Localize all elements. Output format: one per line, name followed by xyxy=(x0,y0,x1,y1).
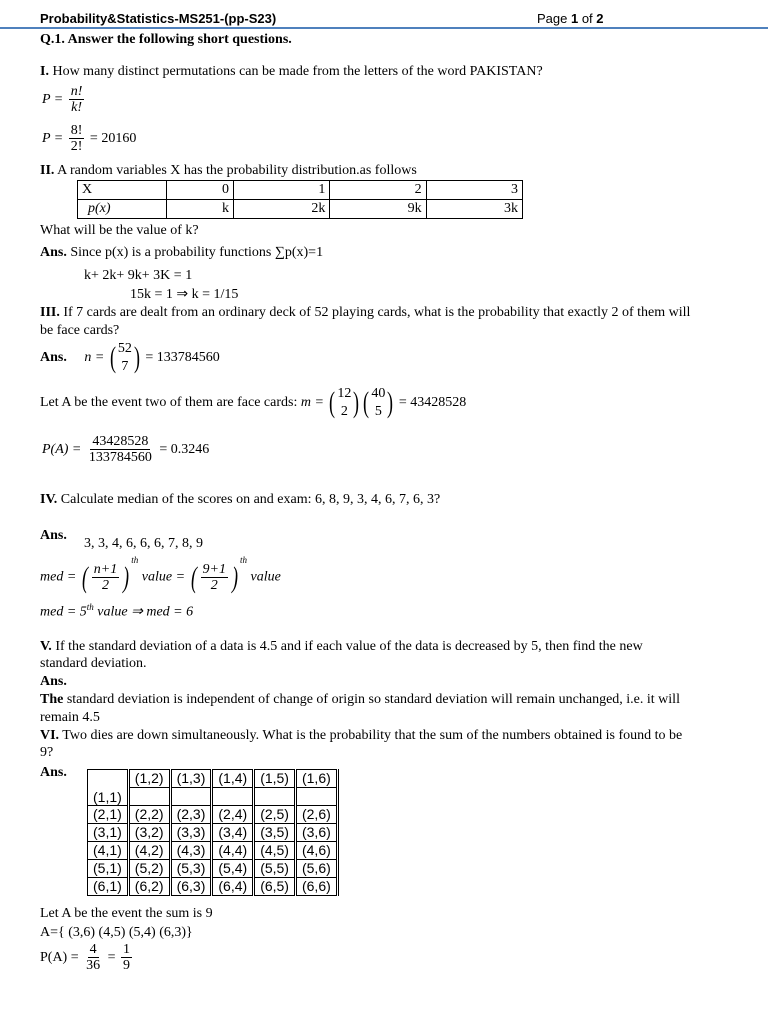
formula-lhs: P = xyxy=(42,131,64,147)
probability-a xyxy=(42,434,209,466)
x-label: X xyxy=(78,181,167,200)
table-cell: (2,1) xyxy=(88,806,129,824)
page-number: 1 xyxy=(570,11,579,26)
question-number: II. xyxy=(40,163,55,178)
numerator: 43428528 xyxy=(92,434,149,449)
table-row xyxy=(88,878,338,896)
question-v-line2: standard deviation. xyxy=(40,656,147,671)
table-cell: (2,5) xyxy=(254,806,296,824)
combination-top: 40 xyxy=(371,386,386,401)
table-cell: (1,6) xyxy=(295,770,337,788)
table-cell: (4,5) xyxy=(254,842,296,860)
table-cell: (5,2) xyxy=(128,860,170,878)
answer-text: standard deviation is independent of change of origin so standard deviation will remain unchanged, i.e. it will xyxy=(63,692,680,707)
m-lhs: m = xyxy=(300,395,324,411)
page-indicator xyxy=(537,12,604,27)
formula-result xyxy=(42,123,136,155)
median-rhs: value ⇒ med = 6 xyxy=(93,604,194,620)
paren-open: ( xyxy=(81,560,88,594)
answer-label: Ans. xyxy=(40,765,67,780)
dice-outcomes-table xyxy=(87,769,339,896)
denominator: k! xyxy=(71,100,83,116)
p-value: k xyxy=(167,200,234,219)
answer-bold: The xyxy=(40,692,64,707)
numerator: 4 xyxy=(89,942,97,957)
paren-close: ) xyxy=(353,386,360,420)
question-i xyxy=(40,64,543,80)
table-cell xyxy=(295,788,337,806)
equation-2: 15k = 1 ⇒ k = 1/15 xyxy=(130,287,239,302)
paren-close: ) xyxy=(231,560,238,594)
table-cell: (3,1) xyxy=(88,824,129,842)
header-rule xyxy=(0,27,768,29)
pa-lhs: P(A) = xyxy=(40,949,79,965)
question-ii-ask: What will be the value of k? xyxy=(40,223,199,238)
pa-lhs: P(A) = xyxy=(42,441,82,457)
denominator: 36 xyxy=(86,958,101,974)
denominator: 2 xyxy=(210,578,218,594)
page-label: Page xyxy=(537,11,571,26)
numerator: 1 xyxy=(123,942,131,957)
combination-top: 12 xyxy=(337,386,352,401)
table-cell: (6,1) xyxy=(88,878,129,896)
formula-permutation xyxy=(42,84,86,116)
superscript-th: th xyxy=(239,555,247,565)
table-cell: (1,2) xyxy=(128,770,170,788)
numerator: 9+1 xyxy=(202,561,226,577)
equals: = xyxy=(107,949,116,965)
question-number: IV. xyxy=(40,492,58,507)
answer-label: Ans. xyxy=(40,674,67,689)
table-cell: (4,6) xyxy=(295,842,337,860)
n-lhs: n = xyxy=(84,350,105,366)
answer-ii xyxy=(40,245,323,261)
table-row xyxy=(88,842,338,860)
page-of: of xyxy=(578,11,597,26)
numerator: n+1 xyxy=(93,561,118,577)
result: = 20160 xyxy=(89,131,137,147)
table-row xyxy=(88,806,338,824)
table-cell: (5,4) xyxy=(212,860,254,878)
event-a-line xyxy=(40,385,466,421)
table-cell: (3,2) xyxy=(128,824,170,842)
equation-1: k+ 2k+ 9k+ 3K = 1 xyxy=(84,268,193,283)
table-cell: (2,4) xyxy=(212,806,254,824)
denominator: 2! xyxy=(70,139,83,155)
table-cell: (1,1) xyxy=(88,770,129,806)
combination-top: 52 xyxy=(117,341,132,356)
p-value: 2k xyxy=(234,200,330,219)
table-cell: (2,2) xyxy=(128,806,170,824)
p-value: 9k xyxy=(330,200,426,219)
answer-label: Ans. xyxy=(40,245,67,260)
question-number: III. xyxy=(40,305,60,320)
question-ii xyxy=(40,163,417,179)
table-row xyxy=(78,200,523,219)
table-cell: (3,5) xyxy=(254,824,296,842)
answer-iii-n xyxy=(40,340,220,376)
p-value: 3k xyxy=(426,200,522,219)
numerator: n! xyxy=(70,84,83,99)
answer-label: Ans. xyxy=(40,528,67,543)
table-cell: (6,6) xyxy=(295,878,337,896)
table-cell: (6,2) xyxy=(128,878,170,896)
table-cell xyxy=(128,788,170,806)
answer-label: Ans. xyxy=(40,350,67,366)
combination-bottom: 2 xyxy=(340,404,348,420)
question-vi xyxy=(40,728,682,744)
x-value: 2 xyxy=(330,181,426,200)
question-text: If 7 cards are dealt from an ordinary deck of 52 playing cards, what is the probability that exactly 2 of them will xyxy=(59,305,691,320)
table-cell: (2,6) xyxy=(295,806,337,824)
answer-v xyxy=(40,692,680,708)
superscript-th: th xyxy=(131,555,139,565)
table-cell: (6,5) xyxy=(254,878,296,896)
table-cell: (4,1) xyxy=(88,842,129,860)
table-row xyxy=(78,181,523,200)
paren-close: ) xyxy=(387,386,394,420)
paren-open: ( xyxy=(329,386,336,420)
question-number: I. xyxy=(40,64,49,79)
table-cell: (5,6) xyxy=(295,860,337,878)
value-label: value = xyxy=(141,569,186,585)
paren-open: ( xyxy=(190,560,197,594)
paren-open: ( xyxy=(363,386,370,420)
table-cell: (3,4) xyxy=(212,824,254,842)
question-v xyxy=(40,639,643,655)
median-result xyxy=(40,602,193,621)
table-cell xyxy=(212,788,254,806)
table-cell: (4,3) xyxy=(170,842,212,860)
table-row xyxy=(88,824,338,842)
question-text: How many distinct permutations can be made from the letters of the word PAKISTAN? xyxy=(48,64,543,79)
event-text: Let A be the event two of them are face cards: xyxy=(40,395,298,411)
med-lhs: med = xyxy=(40,569,77,585)
answer-text: Since p(x) is a probability functions ∑p(x)=1 xyxy=(66,245,324,260)
question-iii xyxy=(40,305,690,321)
question-text: A random variables X has the probability distribution.as follows xyxy=(54,163,417,178)
question-iv xyxy=(40,492,440,508)
table-cell: (6,4) xyxy=(212,878,254,896)
table-cell xyxy=(170,788,212,806)
median-formula xyxy=(40,555,281,594)
x-value: 3 xyxy=(426,181,522,200)
page-total: 2 xyxy=(596,11,604,26)
table-cell: (5,5) xyxy=(254,860,296,878)
denominator: 2 xyxy=(102,578,109,594)
superscript-th: th xyxy=(86,602,94,612)
paren-open: ( xyxy=(109,341,116,375)
question-number: V. xyxy=(40,639,52,654)
table-row xyxy=(88,770,338,788)
probability-sum-9 xyxy=(40,942,134,974)
table-row xyxy=(88,860,338,878)
table-cell: (3,3) xyxy=(170,824,212,842)
event-sum-9: Let A be the event the sum is 9 xyxy=(40,906,213,921)
x-value: 1 xyxy=(234,181,330,200)
n-result: = 133784560 xyxy=(145,350,220,366)
px-label: p(x) xyxy=(78,200,167,219)
table-cell: (4,4) xyxy=(212,842,254,860)
table-cell xyxy=(254,788,296,806)
table-cell: (4,2) xyxy=(128,842,170,860)
formula-lhs: P = xyxy=(42,92,64,108)
combination-bottom: 7 xyxy=(121,359,129,375)
answer-v-line2: remain 4.5 xyxy=(40,710,100,725)
question-vi-line2: 9? xyxy=(40,745,54,760)
event-set: A={ (3,6) (4,5) (5,4) (6,3)} xyxy=(40,925,193,940)
table-cell: (1,5) xyxy=(254,770,296,788)
question-iii-line2: be face cards? xyxy=(40,323,120,338)
paren-close: ) xyxy=(123,560,130,594)
median-lhs: med = 5 xyxy=(40,604,87,620)
table-cell: (1,3) xyxy=(170,770,212,788)
question-text: Calculate median of the scores on and exam: 6, 8, 9, 3, 4, 6, 7, 6, 3? xyxy=(57,492,441,507)
sorted-scores: 3, 3, 4, 6, 6, 6, 7, 8, 9 xyxy=(84,536,203,551)
table-cell: (3,6) xyxy=(295,824,337,842)
table-cell: (1,4) xyxy=(212,770,254,788)
document-title: Probability&Statistics-MS251-(pp-S23) xyxy=(40,11,277,26)
question-number: VI. xyxy=(40,728,60,743)
value-label: value xyxy=(250,569,281,585)
paren-close: ) xyxy=(133,341,140,375)
table-cell: (5,1) xyxy=(88,860,129,878)
combination-bottom: 5 xyxy=(374,404,382,420)
denominator: 9 xyxy=(123,958,131,974)
pa-result: = 0.3246 xyxy=(159,441,210,457)
question-text: Two dies are down simultaneously. What is the probability that the sum of the numbers obtained is found to be xyxy=(59,728,683,743)
numerator: 8! xyxy=(70,123,83,138)
m-result: = 43428528 xyxy=(398,395,467,411)
table-cell: (6,3) xyxy=(170,878,212,896)
q1-title: Q.1. Answer the following short questions. xyxy=(40,32,292,47)
table-cell: (2,3) xyxy=(170,806,212,824)
table-cell: (5,3) xyxy=(170,860,212,878)
distribution-table xyxy=(77,180,523,219)
denominator: 133784560 xyxy=(88,450,152,466)
x-value: 0 xyxy=(167,181,234,200)
question-text: If the standard deviation of a data is 4.5 and if each value of the data is decreased by 5, then find the new xyxy=(51,639,643,654)
